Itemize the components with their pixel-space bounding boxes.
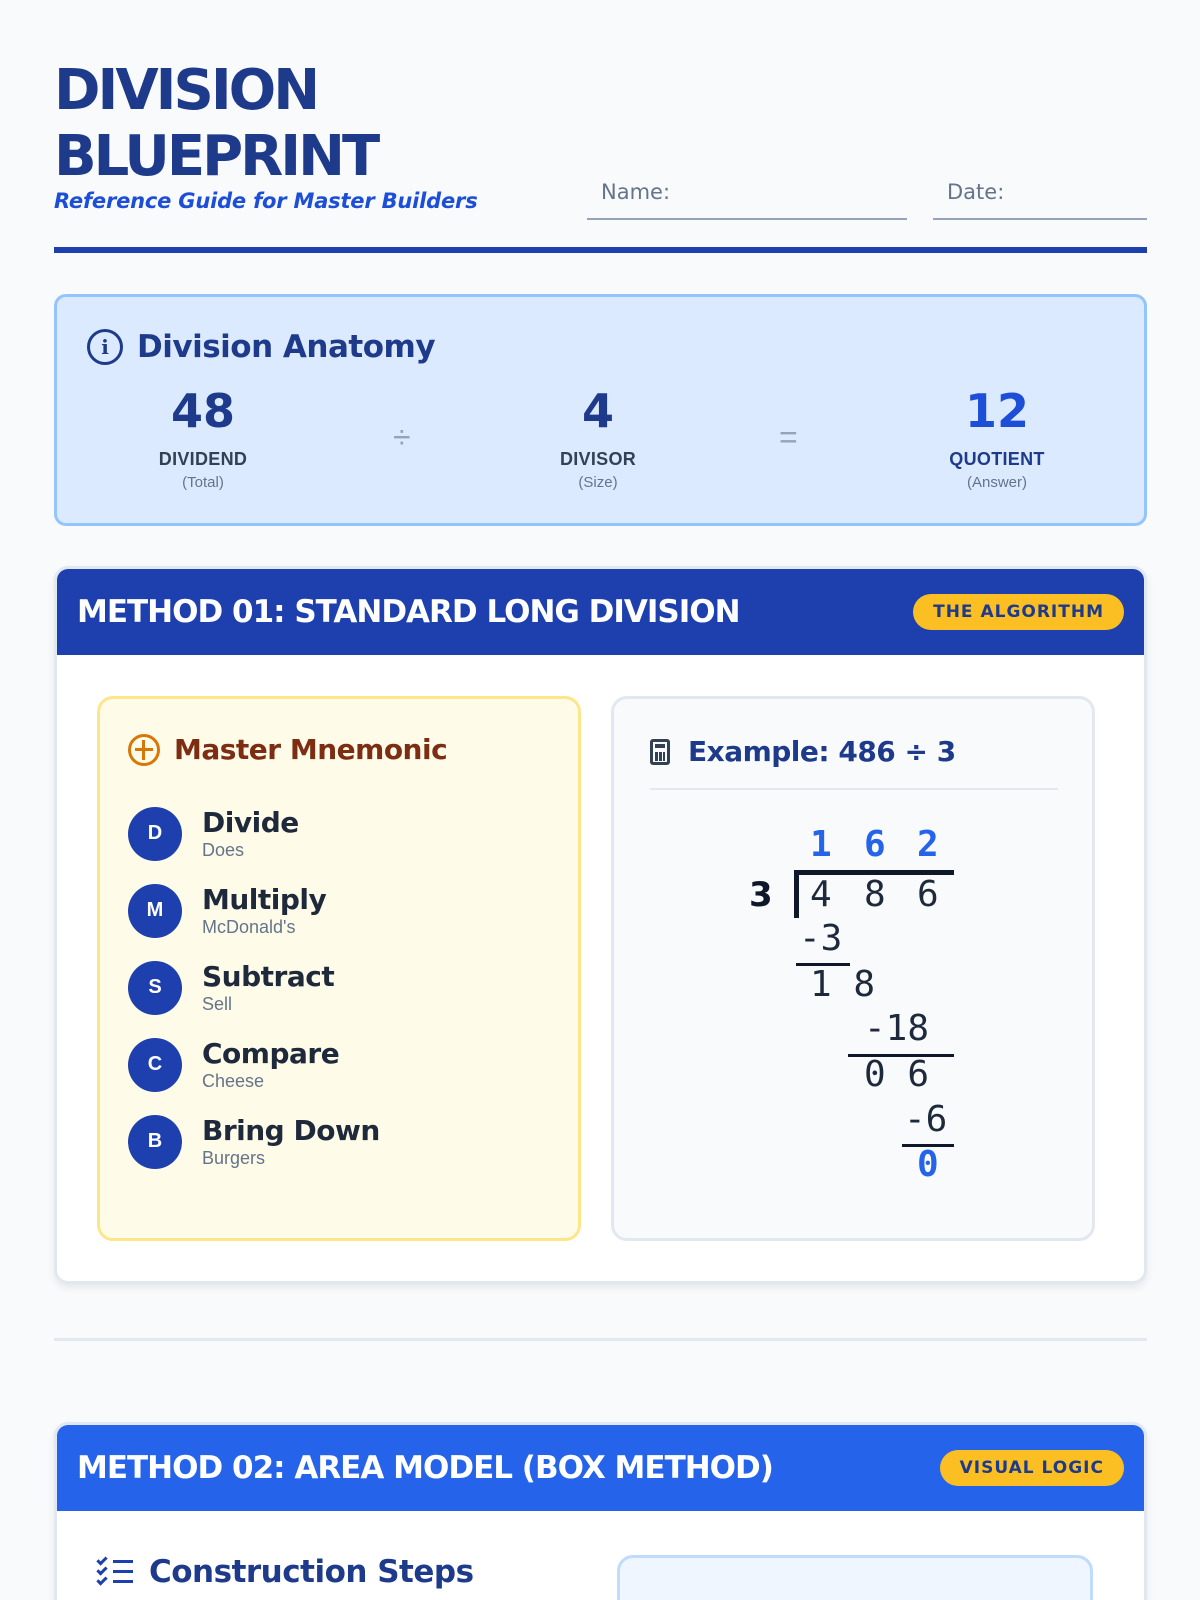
mnemonic-item [128, 1026, 380, 1103]
subtraction-step: -3 [799, 918, 843, 959]
page-subtitle: Reference Guide for Master Builders [54, 189, 478, 213]
mnemonic-list [128, 795, 380, 1180]
title-line-2: BLUEPRINT [54, 124, 378, 189]
method-01-header [57, 569, 1144, 655]
mnemonic-step: Multiply [202, 882, 327, 916]
dividend-note: (Total) [182, 474, 224, 491]
quotient-label: QUOTIENT [949, 449, 1045, 469]
mnemonic-cue: Cheese [202, 1070, 265, 1091]
anatomy-header [87, 329, 435, 365]
equals-sign: = [779, 419, 798, 455]
name-label: Name: [601, 180, 671, 204]
divisor-label: DIVISOR [559, 449, 637, 469]
subtraction-step: -18 [864, 1008, 930, 1049]
divisor-note: (Size) [578, 474, 618, 491]
subtraction-step: -6 [904, 1099, 948, 1140]
quotient-digit: 6 [864, 824, 886, 865]
worksheet-page [54, 0, 1147, 1590]
mnemonic-header [128, 733, 447, 766]
method-01-badge: THE ALGORITHM [913, 594, 1124, 630]
date-field[interactable] [933, 180, 1147, 220]
anatomy-title: Division Anatomy [137, 329, 436, 365]
quotient-digit: 2 [917, 824, 939, 865]
remainder: 0 [917, 1144, 939, 1185]
dividend-label: DIVIDEND [158, 449, 248, 469]
mnemonic-title: Master Mnemonic [174, 733, 448, 766]
example-panel [611, 696, 1095, 1241]
construction-steps-title: Construction Steps [149, 1554, 474, 1590]
page-title [54, 58, 377, 190]
area-model-panel [617, 1555, 1093, 1600]
quotient-value: 12 [964, 384, 1029, 438]
mnemonic-item [128, 795, 380, 872]
mnemonic-cue: McDonald's [202, 916, 296, 937]
method-02-card [54, 1422, 1147, 1600]
mnemonic-item [128, 1103, 380, 1180]
division-anatomy-panel [54, 294, 1147, 526]
quotient-digit: 1 [810, 824, 832, 865]
name-field[interactable] [587, 180, 907, 220]
brain-icon [128, 734, 160, 766]
dividend-term [103, 385, 303, 491]
divisor-value: 4 [581, 384, 614, 438]
example-title: Example: 486 ÷ 3 [688, 735, 956, 768]
mnemonic-step: Divide [202, 805, 299, 839]
section-divider [54, 1338, 1147, 1341]
mnemonic-letter-badge: B [128, 1115, 182, 1169]
partial-result: 0 6 [864, 1054, 930, 1095]
example-divisor: 3 [749, 875, 773, 915]
mnemonic-step: Subtract [202, 959, 335, 993]
method-02-title: METHOD 02: AREA MODEL (BOX METHOD) [77, 1450, 773, 1486]
dividend-value: 48 [170, 384, 235, 438]
mnemonic-cue: Sell [202, 993, 233, 1014]
partial-result: 1 8 [810, 964, 876, 1005]
mnemonic-cue: Burgers [202, 1147, 266, 1168]
dividend-digit: 8 [864, 874, 886, 915]
mnemonic-step: Compare [202, 1036, 340, 1070]
long-division-work [614, 699, 1098, 1244]
quotient-note: (Answer) [966, 474, 1027, 491]
mnemonic-item [128, 872, 380, 949]
info-icon: i [87, 329, 123, 365]
quotient-term [897, 385, 1097, 491]
header [54, 0, 1147, 255]
method-01-title: METHOD 01: STANDARD LONG DIVISION [77, 594, 740, 630]
mnemonic-item [128, 949, 380, 1026]
mnemonic-cue: Does [202, 839, 245, 860]
construction-steps-header [97, 1554, 474, 1590]
method-01-card [54, 566, 1147, 1284]
title-line-1: DIVISION [54, 58, 318, 123]
header-divider [54, 247, 1147, 253]
date-label: Date: [947, 180, 1005, 204]
method-02-header [57, 1425, 1144, 1511]
mnemonic-letter-badge: S [128, 961, 182, 1015]
method-02-badge: VISUAL LOGIC [940, 1450, 1124, 1486]
divisor-term [498, 385, 698, 491]
mnemonic-panel [97, 696, 581, 1241]
checklist-icon [97, 1557, 133, 1587]
dividend-digit: 4 [810, 874, 832, 915]
dividend-digit: 6 [917, 874, 939, 915]
mnemonic-step: Bring Down [202, 1113, 380, 1147]
mnemonic-letter-badge: C [128, 1038, 182, 1092]
mnemonic-letter-badge: D [128, 807, 182, 861]
divide-sign: ÷ [393, 419, 411, 455]
mnemonic-letter-badge: M [128, 884, 182, 938]
division-bracket-side [794, 870, 799, 918]
